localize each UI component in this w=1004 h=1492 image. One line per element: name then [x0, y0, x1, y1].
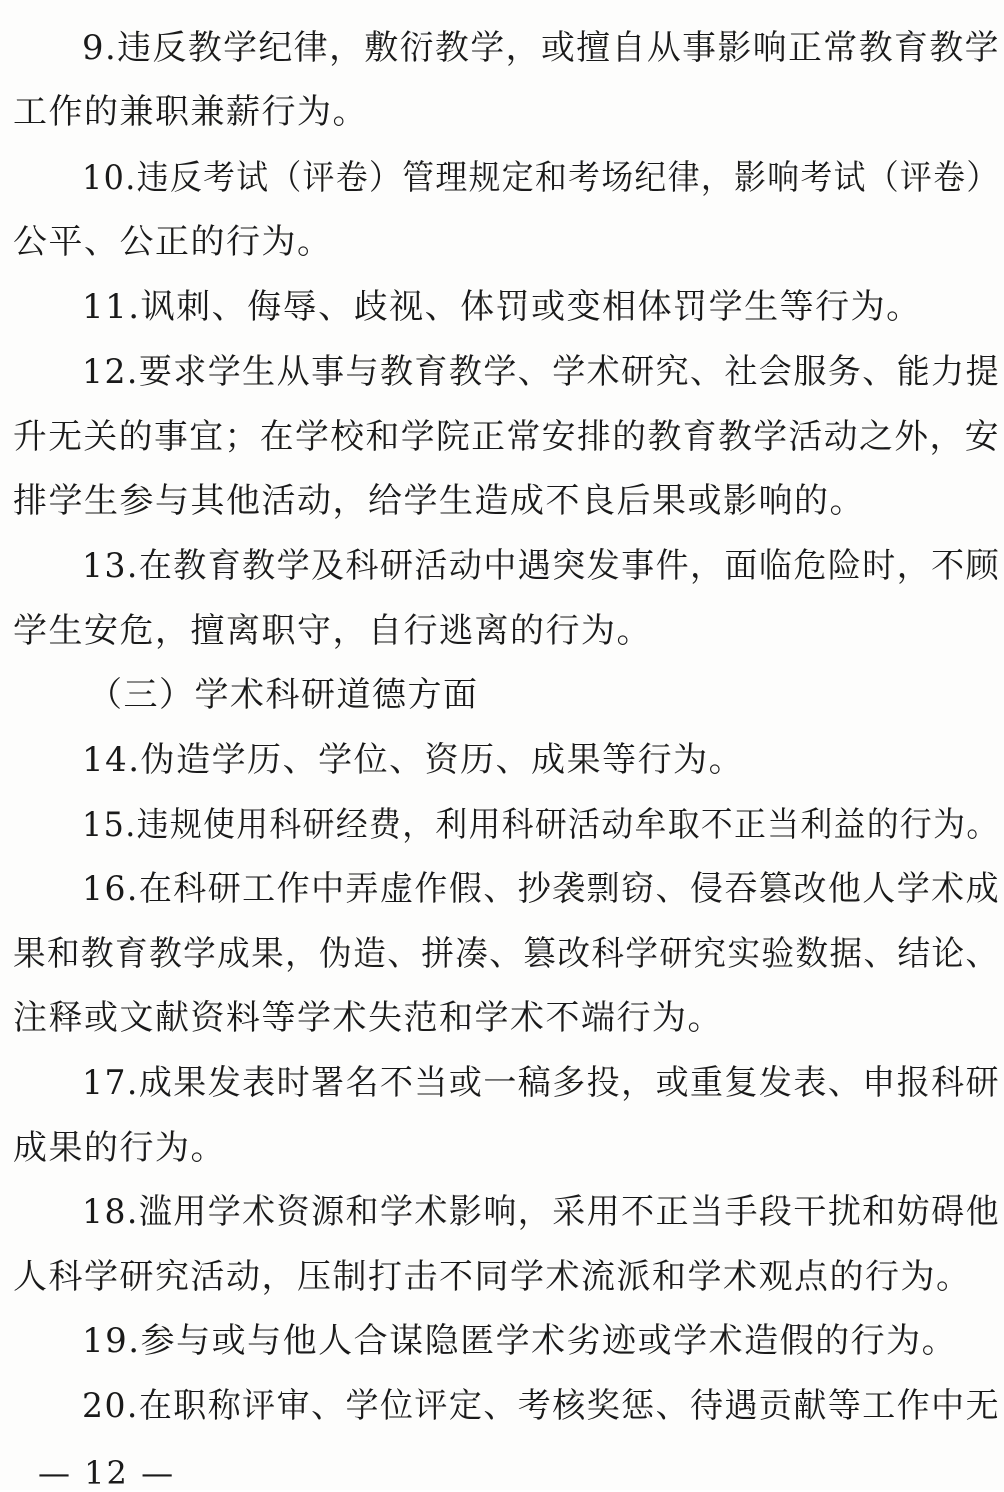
text-line: 16.在科研工作中弄虚作假、抄袭剽窃、侵吞篡改他人学术成	[82, 869, 1001, 909]
text-line: 12.要求学生从事与教育教学、学术研究、社会服务、能力提	[82, 352, 1001, 392]
text-line: 学生安危，擅离职守，自行逃离的行为。	[13, 611, 652, 651]
text-line: 排学生参与其他活动，给学生造成不良后果或影响的。	[13, 481, 865, 521]
text-line: 15.违规使用科研经费，利用科研活动牟取不正当利益的行为。	[82, 805, 1000, 845]
text-line: 14.伪造学历、学位、资历、成果等行为。	[82, 740, 745, 780]
text-line: 果和教育教学成果，伪造、拼凑、篡改科学研究实验数据、结论、	[13, 934, 1000, 974]
text-line: 20.在职称评审、学位评定、考核奖惩、待遇贡献等工作中无	[82, 1386, 1001, 1426]
section-heading: （三）学术科研道德方面	[88, 675, 479, 715]
page-number: — 12 —	[38, 1454, 176, 1492]
text-line: 18.滥用学术资源和学术影响，采用不正当手段干扰和妨碍他	[82, 1192, 1001, 1232]
text-line: 成果的行为。	[13, 1128, 226, 1168]
text-line: 19.参与或与他人合谋隐匿学术劣迹或学术造假的行为。	[82, 1321, 958, 1361]
text-line: 17.成果发表时署名不当或一稿多投，或重复发表、申报科研	[82, 1063, 1001, 1103]
text-line: 11.讽刺、侮辱、歧视、体罚或变相体罚学生等行为。	[82, 287, 922, 327]
text-line: 注释或文献资料等学术失范和学术不端行为。	[13, 998, 723, 1038]
text-line: 10.违反考试（评卷）管理规定和考场纪律，影响考试（评卷）	[82, 158, 1000, 198]
text-line: 工作的兼职兼薪行为。	[13, 92, 368, 132]
text-line: 9.违反教学纪律，敷衍教学，或擅自从事影响正常教育教学	[82, 28, 1000, 68]
text-line: 人科学研究活动，压制打击不同学术流派和学术观点的行为。	[13, 1257, 972, 1297]
text-line: 升无关的事宜；在学校和学院正常安排的教育教学活动之外，安	[13, 417, 1001, 457]
text-line: 13.在教育教学及科研活动中遇突发事件，面临危险时，不顾	[82, 546, 1001, 586]
text-line: 公平、公正的行为。	[13, 222, 333, 262]
